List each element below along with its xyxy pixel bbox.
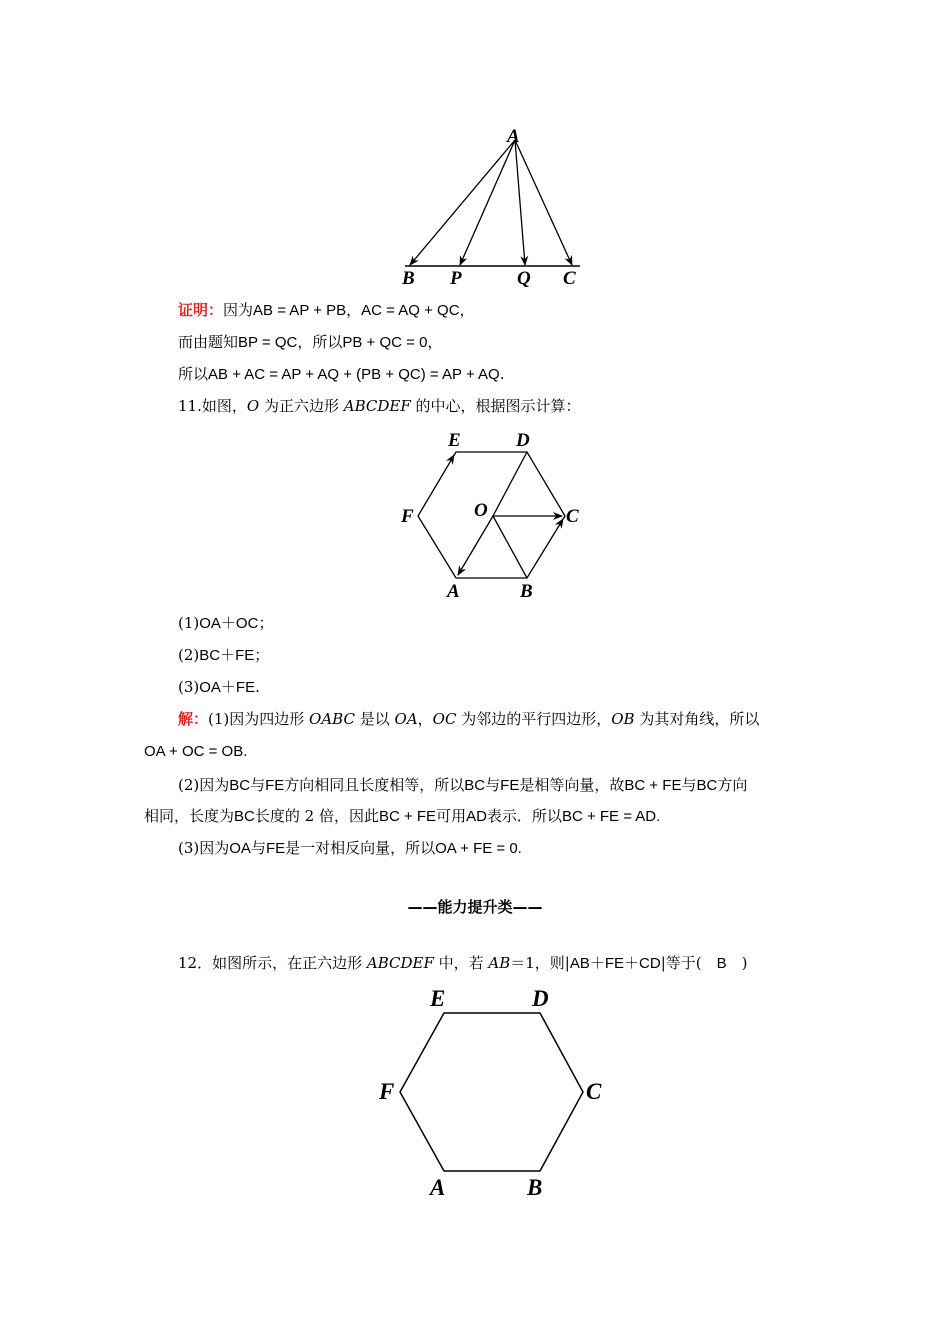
label-a: A	[430, 1175, 446, 1200]
text: 为正六边形	[263, 397, 339, 415]
vector-expr: BC	[696, 777, 718, 794]
answer: B	[716, 955, 727, 972]
text: OA	[394, 710, 418, 728]
vector-expr: BC＋FE	[199, 647, 255, 664]
text: .	[255, 678, 260, 696]
label-a: A	[507, 126, 520, 147]
vector-expr: AD	[466, 808, 487, 825]
label-p: P	[450, 268, 462, 289]
label-e: E	[448, 430, 461, 451]
vector-expr: OA	[229, 840, 251, 857]
text: 是以	[354, 710, 395, 728]
text: |等于(	[660, 954, 717, 972]
text: 方向	[717, 776, 748, 794]
vector-expr: BC	[229, 777, 251, 794]
text: 相同，长度为	[144, 807, 235, 825]
segment-od	[493, 452, 527, 516]
text: ，	[417, 710, 433, 728]
text: OC	[432, 710, 457, 728]
vector-bc	[527, 519, 563, 578]
text: 11.如图，	[178, 397, 247, 415]
text: 表示．所以	[486, 807, 562, 825]
text: 与	[681, 776, 697, 794]
label-a: A	[447, 581, 460, 602]
text: (1)因为四边形	[208, 710, 310, 728]
label-q: Q	[517, 268, 531, 289]
text: 的中心，根据图示计算：	[415, 397, 581, 415]
vector-expr: PB + QC = 0	[342, 334, 428, 351]
vector-oa	[458, 516, 493, 575]
label-b: B	[402, 268, 415, 289]
text: ，	[427, 333, 443, 351]
solution-line-2	[144, 741, 247, 762]
text: 是一对相反向量，所以	[285, 839, 436, 857]
solution-heading: 解：	[178, 710, 209, 728]
text: 所以	[178, 365, 209, 383]
solution-line-4	[144, 806, 660, 827]
question-12	[178, 953, 748, 974]
proof-line-3	[178, 364, 505, 385]
vector-expr: FE	[500, 777, 520, 794]
vector-expr: BC + FE	[378, 808, 437, 825]
text: 中，若	[433, 954, 489, 972]
label-c: C	[563, 268, 576, 289]
text: 是相等向量，故	[519, 776, 625, 794]
vector-expr: FE	[265, 777, 285, 794]
text: 与	[250, 776, 266, 794]
proof-line-1	[178, 300, 475, 321]
text: 长度的 2 倍，因此	[254, 807, 379, 825]
text: 而由题知	[178, 333, 239, 351]
vector-expr: BP = QC	[238, 334, 298, 351]
hexagon-outline	[418, 452, 565, 578]
solution-line-3	[178, 775, 747, 796]
vector-expr: BC + FE	[624, 777, 682, 794]
vector-expr: AB + AC = AP + AQ + (PB + QC) = AP + AQ	[208, 366, 500, 383]
vector-fe	[418, 455, 454, 516]
text: OABC	[309, 710, 355, 728]
text: )	[726, 954, 748, 972]
item-3	[178, 677, 260, 698]
text: 可用	[436, 807, 467, 825]
text: 12．如图所示，在正六边形	[178, 954, 367, 972]
vector-expr: OA + FE = 0.	[435, 840, 522, 857]
text: (2)	[178, 646, 200, 664]
text: ，	[346, 301, 362, 319]
text: ABCDEF	[366, 954, 434, 972]
text: ；	[258, 614, 274, 632]
vector-expr: AC = AQ + QC	[361, 302, 460, 319]
text: ；	[254, 646, 270, 664]
text: 与	[250, 839, 266, 857]
label-o: O	[474, 500, 488, 521]
solution-line-5	[178, 838, 522, 859]
label-d: D	[516, 430, 530, 451]
label-d: D	[532, 986, 549, 1011]
vector-expr: BC + FE = AD.	[561, 808, 661, 825]
text: ，所以	[297, 333, 343, 351]
text: 为其对角线，所以	[634, 710, 760, 728]
text: ABCDEF	[343, 397, 411, 415]
vector-expr: OA + OC = OB.	[144, 743, 248, 760]
label-f: F	[401, 506, 414, 527]
item-2	[178, 645, 269, 666]
text: .	[499, 365, 505, 383]
text: 为邻边的平行四边形，	[456, 710, 612, 728]
figure-hexagon-center	[390, 428, 590, 606]
vector-expr: AB＋FE＋CD	[569, 955, 661, 972]
vector-expr: BC	[234, 808, 255, 825]
proof-heading: 证明：	[178, 301, 224, 319]
vector-expr: AB = AP + PB	[253, 302, 347, 319]
section-title: ——能力提升类——	[407, 898, 543, 916]
item-1	[178, 613, 273, 634]
text: 与	[485, 776, 501, 794]
text: 方向相同且长度相等，所以	[284, 776, 465, 794]
vector-expr: OA＋FE	[199, 679, 256, 696]
vector-expr: OA＋OC	[199, 615, 259, 632]
text: ，	[459, 301, 475, 319]
hexagon-outline	[400, 1013, 583, 1171]
text: AB	[488, 954, 511, 972]
text: (3)	[178, 678, 200, 696]
label-b: B	[520, 581, 533, 602]
figure-triangle-vectors	[390, 122, 590, 292]
label-f: F	[379, 1079, 395, 1104]
label-b: B	[527, 1175, 543, 1200]
label-c: C	[566, 506, 579, 527]
label-c: C	[586, 1079, 602, 1104]
text: (1)	[178, 614, 200, 632]
text: OB	[611, 710, 635, 728]
proof-line-2	[178, 332, 442, 353]
text: O	[246, 397, 260, 415]
vector-expr: FE	[265, 840, 286, 857]
question-11	[178, 396, 581, 416]
segment-ob	[493, 516, 527, 578]
text: (3)因为	[178, 839, 230, 857]
text: 因为	[223, 301, 254, 319]
figure-hexagon	[370, 983, 620, 1205]
vector-ab	[410, 140, 515, 265]
text: ＝1，则|	[510, 954, 570, 972]
text: (2)因为	[178, 776, 230, 794]
solution-line-1	[178, 709, 759, 729]
label-e: E	[430, 986, 446, 1011]
vector-ap	[460, 140, 515, 265]
vector-expr: BC	[464, 777, 486, 794]
